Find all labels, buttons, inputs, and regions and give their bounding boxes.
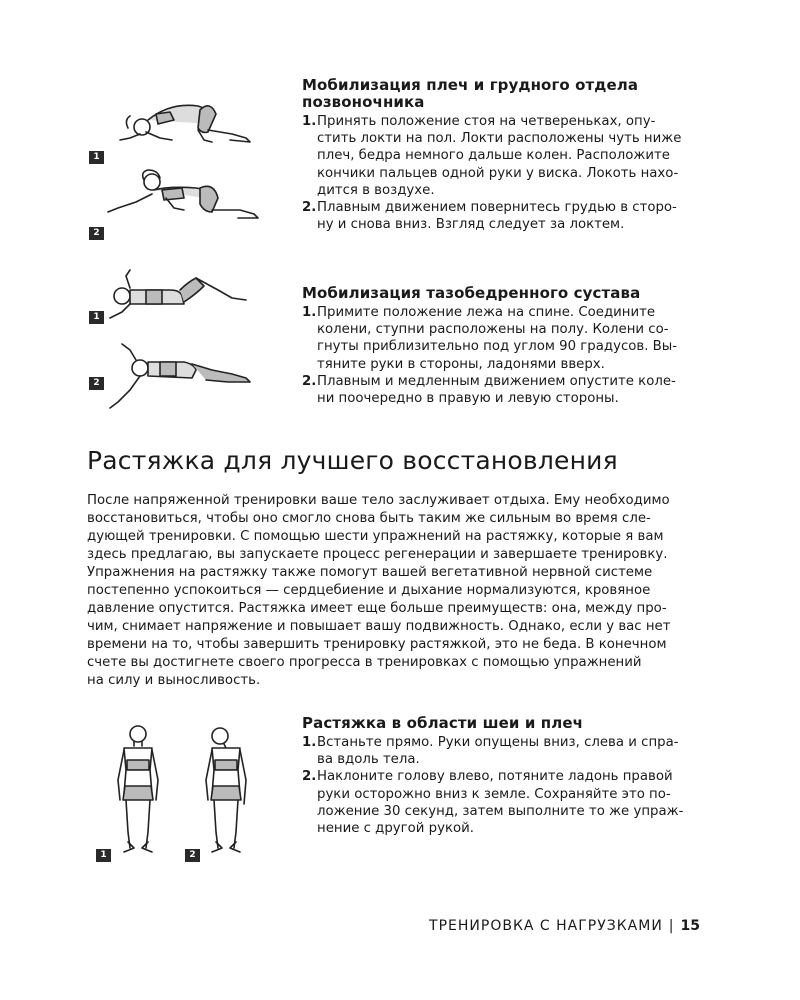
illustration-neck-stretch-1 xyxy=(112,724,164,856)
body-line: После напряженной тренировки ваше тело заслуживает отдыха. Ему необходимо xyxy=(87,493,670,508)
exercise-shoulder-thoracic xyxy=(302,77,712,233)
illustration-hip-mobility-2 xyxy=(100,342,260,412)
exercise-step xyxy=(302,304,712,373)
exercise-step xyxy=(302,768,712,837)
step-line: ва вдоль тела. xyxy=(317,752,420,768)
step-line: Принять положение стоя на четвереньках, опу- xyxy=(317,114,656,129)
step-badge: 2 xyxy=(185,849,200,862)
exercise-step xyxy=(302,734,712,768)
step-line: ну и снова вниз. Взгляд следует за локтем. xyxy=(317,217,625,233)
exercise-steps xyxy=(302,304,712,407)
body-line: постепенно успокоиться — сердцебиение и дыхание нормализуются, кровяное xyxy=(87,583,651,598)
exercise-hip-mobility xyxy=(302,285,712,407)
illustration-neck-stretch-2 xyxy=(200,724,252,856)
step-badge: 2 xyxy=(89,227,104,240)
step-line: ни поочередно в правую и левую стороны. xyxy=(317,391,619,407)
running-title: ТРЕНИРОВКА С НАГРУЗКАМИ xyxy=(429,918,663,934)
body-line: времени на то, чтобы завершить тренировку растяжкой, это не беда. В конечном xyxy=(87,637,667,652)
exercise-title xyxy=(302,715,712,732)
exercise-title-line: Растяжка в области шеи и плеч xyxy=(302,714,583,732)
step-line: Плавным движением повернитесь грудью в сторо- xyxy=(317,200,677,216)
exercise-title-line: Мобилизация тазобедренного сустава xyxy=(302,284,641,302)
body-line: счете вы достигнете своего прогресса в тренировках с помощью упражнений xyxy=(87,655,642,670)
step-badge: 1 xyxy=(89,311,104,324)
body-line: на силу и выносливость. xyxy=(87,673,261,688)
step-number: 1. xyxy=(302,114,317,129)
exercise-step xyxy=(302,373,712,407)
body-line: Упражнения на растяжку также помогут вашей вегетативной нервной системе xyxy=(87,565,653,580)
step-line: колени, ступни расположены на полу. Колени со- xyxy=(317,322,669,338)
exercise-title xyxy=(302,285,712,302)
step-badge: 2 xyxy=(89,377,104,390)
step-number: 2. xyxy=(302,373,317,389)
footer-separator: | xyxy=(668,918,675,934)
page-number: 15 xyxy=(680,918,700,934)
step-line: Плавным и медленным движением опустите коле- xyxy=(317,373,676,389)
step-number: 1. xyxy=(302,735,317,750)
step-badge: 1 xyxy=(96,849,111,862)
exercise-title-line: позвоночника xyxy=(302,93,425,111)
body-line: чим, снимает напряжение и повышает вашу подвижность. Однако, если у вас нет xyxy=(87,619,671,634)
section-heading: Растяжка для лучшего восстановления xyxy=(87,446,618,475)
page-footer xyxy=(0,918,700,934)
illustration-shoulder-mobility-2 xyxy=(100,168,265,226)
body-line: восстановиться, чтобы оно смогло снова быть таким же сильным во время сле- xyxy=(87,511,651,526)
step-number: 2. xyxy=(302,769,317,785)
body-line: давление опустится. Растяжка имеет еще больше преимуществ: она, между про- xyxy=(87,601,667,616)
exercise-step xyxy=(302,113,712,199)
step-number: 1. xyxy=(302,305,317,320)
exercise-title-line: Мобилизация плеч и грудного отдела xyxy=(302,76,639,94)
step-line: плеч, бедра немного дальше колен. Расположите xyxy=(317,148,670,164)
exercise-title xyxy=(302,77,712,111)
exercise-step xyxy=(302,199,712,233)
body-line: дующей тренировки. С помощью шести упражнений на растяжку, которые я вам xyxy=(87,529,664,544)
illustration-shoulder-mobility-1 xyxy=(100,94,260,152)
step-line: гнуты приблизительно под углом 90 градусов. Вы- xyxy=(317,339,678,355)
step-line: кончики пальцев одной руки у виска. Локоть нахо- xyxy=(317,165,679,181)
body-line: здесь предлагаю, вы запускаете процесс регенерации и завершаете тренировку. xyxy=(87,547,668,562)
step-badge: 1 xyxy=(89,151,104,164)
section-body xyxy=(87,492,703,690)
step-line: Наклоните голову влево, потяните ладонь правой xyxy=(317,769,673,785)
illustration-hip-mobility-1 xyxy=(100,268,260,320)
step-line: руки осторожно вниз к земле. Сохраняйте это по- xyxy=(317,786,671,802)
step-line: дится в воздухе. xyxy=(317,182,435,198)
exercise-steps xyxy=(302,734,712,837)
step-line: Встаньте прямо. Руки опущены вниз, слева и спра- xyxy=(317,735,679,750)
step-line: нение с другой рукой. xyxy=(317,821,474,837)
exercise-steps xyxy=(302,113,712,233)
exercise-neck-shoulder-stretch xyxy=(302,715,712,837)
step-line: тяните руки в стороны, ладонями вверх. xyxy=(317,356,605,372)
step-line: Примите положение лежа на спине. Соедините xyxy=(317,305,656,320)
step-line: стить локти на пол. Локти расположены чуть ниже xyxy=(317,131,682,147)
step-line: ложение 30 секунд, затем выполните то же упраж- xyxy=(317,803,684,819)
step-number: 2. xyxy=(302,200,317,216)
